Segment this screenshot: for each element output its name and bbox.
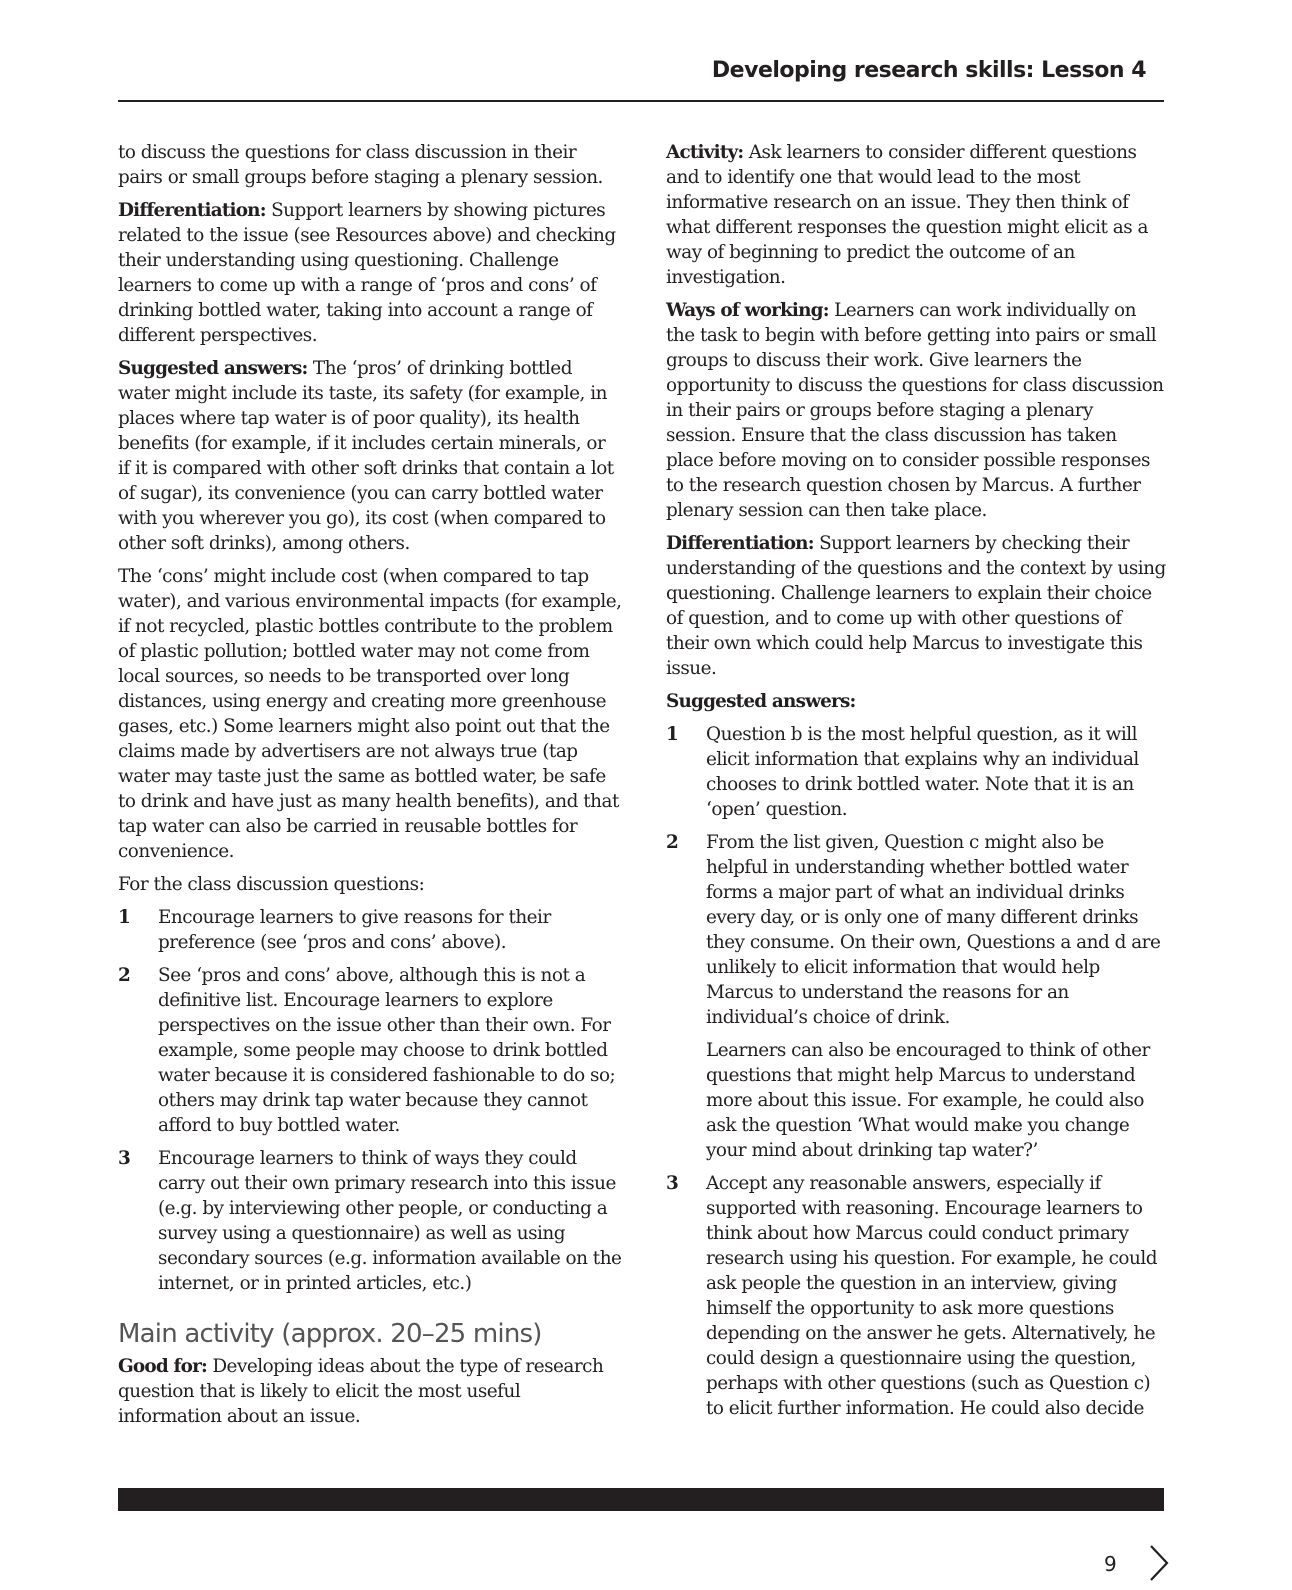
list-item-text: Encourage learners to think of ways they could carry out their own primary research into this issue (e.g. by interviewing other people, or conducting a survey using a questionnaire) as well as using secondary sources (e.g. information available on the internet, or in printed articles, etc.): [158, 1148, 622, 1294]
list-item-text: See ‘pros and cons’ above, although this is not a definitive list. Encourage learners to explore perspectives on the issue other than their own. For example, some people may choose to drink bottled water because it is considered fashionable to do so; others may drink tap water because they cannot afford to buy bottled water.: [158, 965, 616, 1136]
ways-of-working-paragraph: [666, 298, 1168, 523]
differentiation-text: Support learners by checking their understanding of the questions and the context by using questioning. Challenge learners to explain their choice of question, and to come up with other questions of their own which could help Marcus to investigate this issue.: [666, 533, 1166, 679]
suggested-answers-text: The ‘pros’ of drinking bottled water might include its taste, its safety (for example, in places where tap water is of poor quality), its health benefits (for example, if it includes certain minerals, or if it is compared with other soft drinks that contain a lot of sugar), its convenience (you can carry bottled water with you wherever you go), its cost (when compared to other soft drinks), among others.: [118, 358, 614, 554]
differentiation-paragraph: [666, 531, 1168, 681]
list-item-number: 1: [666, 724, 679, 745]
list-item-number: 2: [666, 832, 679, 853]
good-for-label: Good for:: [118, 1356, 207, 1377]
activity-label: Activity:: [666, 142, 744, 163]
good-for-paragraph: [118, 1354, 622, 1429]
page-number: 9: [1104, 1552, 1117, 1576]
differentiation-label: Differentiation:: [118, 200, 266, 221]
list-item: [118, 905, 622, 955]
class-discussion-intro: For the class discussion questions:: [118, 874, 425, 895]
differentiation-paragraph: [118, 198, 622, 348]
list-item: [118, 963, 622, 1138]
paragraph: to discuss the questions for class discussion in their pairs or small groups before staging a plenary session.: [118, 142, 603, 188]
list-item: [666, 830, 1168, 1163]
cons-paragraph: The ‘cons’ might include cost (when compared to tap water), and various environmental impacts (for example, if not recycled, plastic bottles contribute to the problem of plastic pollution; bottled water may not come from local sources, so needs to be transported over long distances, using energy and creating more greenhouse gases, etc.) Some learners might also point out that the claims made by advertisers are not always true (tap water may taste just the same as bottled water, be safe to drink and have just as many health benefits), and that tap water can also be carried in reusable bottles for convenience.: [118, 566, 622, 862]
list-item: [118, 1146, 622, 1296]
footer-bar: [118, 1488, 1164, 1511]
ways-of-working-text: Learners can work individually on the task to begin with before getting into pairs or small groups to discuss their work. Give learners the opportunity to discuss the questions for class discussion in their pairs or groups before staging a plenary session. Ensure that the class discussion has taken place before moving on to consider possible responses to the research question chosen by Marcus. A further plenary session can then take place.: [666, 300, 1164, 521]
differentiation-label: Differentiation:: [666, 533, 814, 554]
activity-paragraph: [666, 140, 1168, 290]
list-item-text: Encourage learners to give reasons for their preference (see ‘pros and cons’ above).: [158, 907, 551, 953]
good-for-text: Developing ideas about the type of research question that is likely to elicit the most useful information about an issue.: [118, 1356, 604, 1427]
suggested-answers-label: Suggested answers:: [666, 691, 856, 712]
list-item-text: From the list given, Question c might also be helpful in understanding whether bottled water forms a major part of what an individual drinks every day, or is only one of many different drinks they consume. On their own, Questions a and d are unlikely to elicit information that would help Marcus to understand the reasons for an individual’s choice of drink.: [706, 832, 1161, 1028]
chevron-right-icon[interactable]: [1148, 1544, 1170, 1582]
list-item-text: Accept any reasonable answers, especially if supported with reasoning. Encourage learners to think about how Marcus could conduct primary research using his question. For example, he could ask people the question in an interview, giving himself the opportunity to ask more questions depending on the answer he gets. Alternatively, he could design a questionnaire using the question, perhaps with other questions (such as Question c) to elicit further information. He could also decide: [706, 1173, 1157, 1419]
suggested-answers-label: Suggested answers:: [118, 358, 308, 379]
list-item-number: 3: [118, 1148, 131, 1169]
suggested-answers-paragraph: [118, 356, 622, 556]
main-activity-heading: Main activity (approx. 20–25 mins): [118, 1319, 542, 1349]
header-divider: [118, 100, 1164, 102]
left-column: [118, 140, 622, 1437]
list-item-number: 2: [118, 965, 131, 986]
ways-of-working-label: Ways of working:: [666, 300, 829, 321]
differentiation-text: Support learners by showing pictures related to the issue (see Resources above) and checking their understanding using questioning. Challenge learners to come up with a range of ‘pros and cons’ of drinking bottled water, taking into account a range of different perspectives.: [118, 200, 616, 346]
right-column: [666, 140, 1168, 1429]
list-item-number: 1: [118, 907, 131, 928]
activity-text: Ask learners to consider different questions and to identify one that would lead to the most informative research on an issue. They then think of what different responses the question might elicit as a way of beginning to predict the outcome of an investigation.: [666, 142, 1148, 288]
class-discussion-list: [118, 905, 622, 1296]
list-item: [666, 722, 1168, 822]
list-item-number: 3: [666, 1173, 679, 1194]
list-item-text: Question b is the most helpful question, as it will elicit information that explains why an individual chooses to drink bottled water. Note that it is an ‘open’ question.: [706, 724, 1139, 820]
page-header-title: Developing research skills: Lesson 4: [711, 58, 1146, 83]
suggested-answers-list: [666, 722, 1168, 1421]
list-item-text: Learners can also be encouraged to think of other questions that might help Marcus to understand more about this issue. For example, he could also ask the question ‘What would make you change your mind about drinking tap water?’: [706, 1040, 1150, 1161]
list-item: [666, 1171, 1168, 1421]
